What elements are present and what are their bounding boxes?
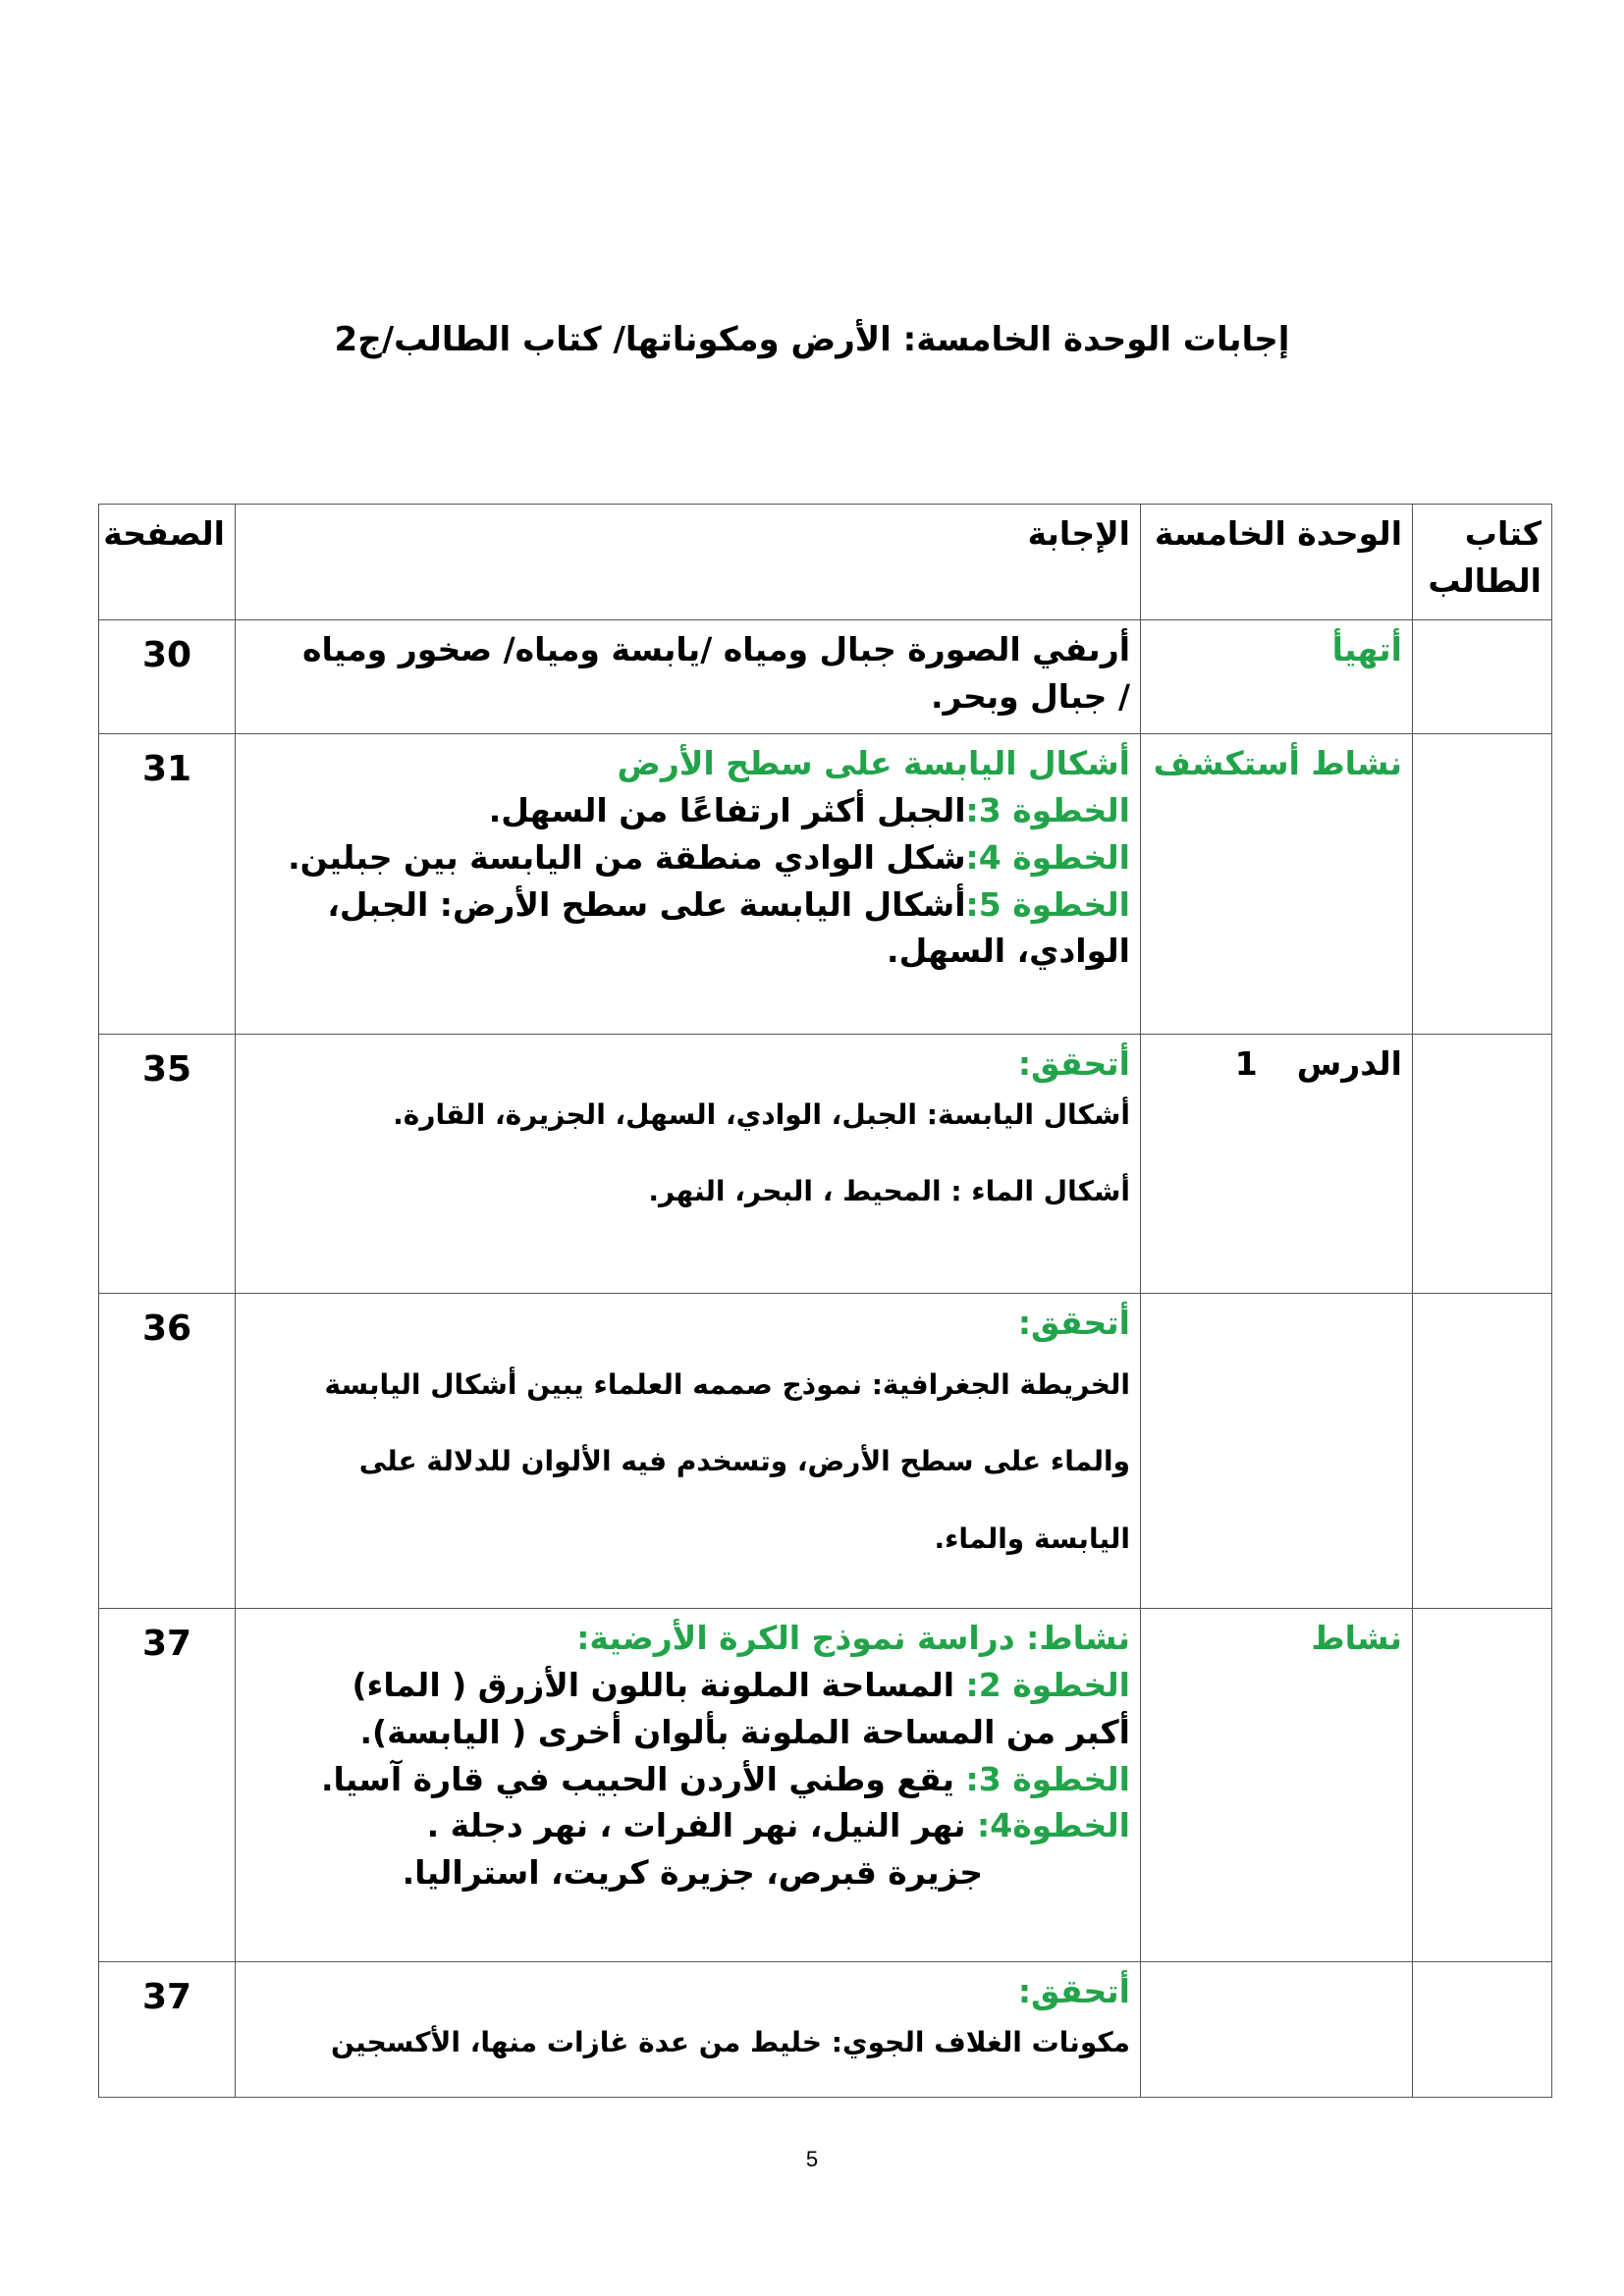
- step-text: يقع وطني الأردن الحبيب في قارة آسيا.: [320, 1759, 966, 1798]
- page-cell: 31: [99, 734, 236, 1035]
- answer-cell: [236, 734, 1141, 1035]
- answer-heading: أشكال اليابسة على سطح الأرض: [617, 744, 1130, 782]
- page-cell: 37: [99, 1962, 236, 2098]
- answer-heading: أتحقق:: [1017, 1972, 1130, 2010]
- step-label: الخطوة4:: [977, 1806, 1130, 1845]
- book-cell: [1413, 1035, 1552, 1294]
- step-label: الخطوة 4:: [965, 837, 1130, 877]
- table-row: [99, 1294, 1552, 1609]
- header-unit: الوحدة الخامسة: [1141, 505, 1413, 620]
- step-text: شكل الوادي منطقة من اليابسة بين جبلين.: [288, 837, 966, 877]
- answer-line: أشكال الماء : المحيط ، البحر، النهر.: [648, 1175, 1130, 1208]
- step-line: [245, 787, 1130, 834]
- page-cell: 35: [99, 1035, 236, 1294]
- page-cell: 36: [99, 1294, 236, 1609]
- book-cell: [1413, 620, 1552, 734]
- unit-cell: نشاط أستكشف: [1141, 734, 1413, 1035]
- step-text: نهر النيل، نهر الفرات ، نهر دجلة .: [426, 1806, 978, 1845]
- step-label: الخطوة 2:: [965, 1665, 1130, 1704]
- answer-cell: [236, 1609, 1141, 1962]
- step-text: المساحة الملونة باللون الأزرق ( الماء): [352, 1665, 966, 1704]
- page-number: 5: [805, 2147, 819, 2171]
- table-row: [99, 1609, 1552, 1962]
- answer-line: الخريطة الجغرافية: نموذج صممه العلماء يبين أشكال اليابسة: [324, 1367, 1130, 1401]
- answer-cell: [236, 1294, 1141, 1609]
- page-cell: 30: [99, 620, 236, 734]
- answer-heading: أتحقق:: [1017, 1304, 1130, 1342]
- book-cell: [1413, 1294, 1552, 1609]
- table-row: [99, 1962, 1552, 2098]
- answer-line: / جبال وبحر.: [930, 676, 1130, 716]
- step-label: الخطوة 5:: [965, 884, 1130, 924]
- step-continuation: الوادي، السهل.: [887, 932, 1130, 971]
- step-line: [245, 834, 1130, 881]
- answer-heading: أتحقق:: [1017, 1044, 1130, 1083]
- step-line: [245, 1662, 1130, 1709]
- step-line: [245, 1756, 1130, 1803]
- book-cell: [1413, 1962, 1552, 2098]
- unit-cell: نشاط: [1141, 1609, 1413, 1962]
- table-row: [99, 620, 1552, 734]
- table-row: [99, 734, 1552, 1035]
- step-continuation: أكبر من المساحة الملونة بألوان أخرى ( اليابسة).: [359, 1712, 1130, 1751]
- header-answer: الإجابة: [236, 505, 1141, 620]
- unit-cell: أتهيأ: [1141, 620, 1413, 734]
- step-continuation: جزيرة قبرص، جزيرة كريت، استراليا.: [402, 1853, 983, 1893]
- answer-cell: [236, 1962, 1141, 2098]
- answer-line: أرىفي الصورة جبال ومياه /يابسة ومياه/ صخور ومياه: [301, 630, 1130, 668]
- answers-table: [98, 504, 1552, 2098]
- step-label: الخطوة 3:: [965, 790, 1130, 829]
- step-line: [245, 1802, 1130, 1849]
- book-cell: [1413, 1609, 1552, 1962]
- lesson-number: 1: [1234, 1044, 1258, 1083]
- table-row: [99, 1035, 1552, 1294]
- header-page: الصفحة: [99, 505, 236, 620]
- step-line: [245, 881, 1130, 929]
- answer-line: اليابسة والماء.: [934, 1522, 1130, 1555]
- unit-cell: [1141, 1294, 1413, 1609]
- answer-cell: [236, 620, 1141, 734]
- step-text: الجبل أكثر ارتفاعًا من السهل.: [488, 790, 966, 829]
- lesson-label: الدرس: [1296, 1044, 1402, 1083]
- step-label: الخطوة 3:: [965, 1759, 1130, 1798]
- book-cell: [1413, 734, 1552, 1035]
- answer-line: والماء على سطح الأرض، وتسخدم فيه الألوان للدلالة على: [358, 1445, 1130, 1478]
- page-title: إجابات الوحدة الخامسة: الأرض ومكوناتها/ كتاب الطالب/ج2: [334, 320, 1290, 359]
- header-book: كتاب الطالب: [1413, 505, 1552, 620]
- answer-line: مكونات الغلاف الجوي: خليط من عدة غازات منها، الأكسجين: [330, 2025, 1130, 2058]
- answer-line: أشكال اليابسة: الجبل، الوادي، السهل، الجزيرة، القارة.: [393, 1097, 1130, 1131]
- table-header-row: [99, 505, 1552, 620]
- answer-cell: [236, 1035, 1141, 1294]
- page-cell: 37: [99, 1609, 236, 1962]
- unit-cell: [1141, 1962, 1413, 2098]
- answer-heading: نشاط: دراسة نموذج الكرة الأرضية:: [576, 1619, 1130, 1657]
- unit-cell: [1141, 1035, 1413, 1294]
- step-text: أشكال اليابسة على سطح الأرض: الجبل،: [327, 884, 966, 924]
